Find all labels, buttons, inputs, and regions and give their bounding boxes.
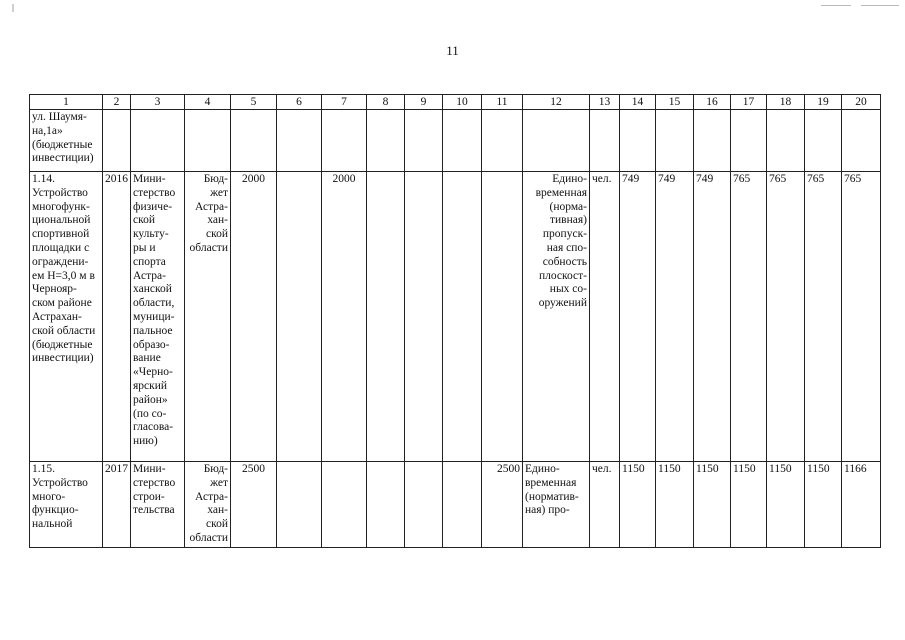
value-cell: 749 — [694, 172, 731, 462]
value-cell: 1150 — [656, 462, 694, 548]
amount-cell — [482, 172, 523, 462]
executor-cell: Мини- стерство строи- тельства — [131, 462, 185, 548]
amount-cell — [277, 110, 322, 172]
year-cell: 2016 — [103, 172, 131, 462]
amount-cell — [443, 172, 482, 462]
value-cell: 765 — [731, 172, 767, 462]
column-header: 13 — [590, 95, 620, 110]
scan-mark — [821, 5, 851, 6]
funding-source-cell — [185, 110, 231, 172]
amount-cell — [443, 110, 482, 172]
column-header: 19 — [805, 95, 842, 110]
column-header: 5 — [231, 95, 277, 110]
column-header: 9 — [405, 95, 443, 110]
amount-cell — [277, 172, 322, 462]
column-header: 2 — [103, 95, 131, 110]
column-header: 1 — [30, 95, 103, 110]
column-header: 7 — [322, 95, 367, 110]
indicator-cell: Едино- временная (норматив- ная) про- — [523, 462, 590, 548]
executor-cell — [131, 110, 185, 172]
value-cell: 1150 — [620, 462, 656, 548]
value-cell: 749 — [620, 172, 656, 462]
value-cell: 1150 — [731, 462, 767, 548]
indicator-cell: Едино- временная (норма- тивная) пропуск- ная спо- собность плоскост- ных со- оружений — [523, 172, 590, 462]
value-cell: 1166 — [842, 462, 881, 548]
amount-cell — [482, 110, 523, 172]
column-header: 15 — [656, 95, 694, 110]
value-cell — [620, 110, 656, 172]
unit-cell — [590, 110, 620, 172]
amount-cell — [367, 462, 405, 548]
value-cell: 1150 — [805, 462, 842, 548]
value-cell — [805, 110, 842, 172]
column-header: 12 — [523, 95, 590, 110]
table-row — [30, 110, 881, 172]
year-cell — [103, 110, 131, 172]
value-cell — [731, 110, 767, 172]
amount-cell — [367, 110, 405, 172]
column-header: 16 — [694, 95, 731, 110]
indicator-cell — [523, 110, 590, 172]
amount-cell: 2000 — [322, 172, 367, 462]
amount-cell — [231, 110, 277, 172]
unit-cell: чел. — [590, 172, 620, 462]
amount-cell — [322, 110, 367, 172]
amount-cell — [443, 462, 482, 548]
column-header: 3 — [131, 95, 185, 110]
column-header: 18 — [767, 95, 805, 110]
value-cell: 1150 — [694, 462, 731, 548]
value-cell — [656, 110, 694, 172]
column-header: 4 — [185, 95, 231, 110]
object-name-cell: ул. Шаумя- на,1а» (бюджетные инвестиции) — [30, 110, 103, 172]
column-header: 10 — [443, 95, 482, 110]
amount-cell — [405, 172, 443, 462]
unit-cell: чел. — [590, 462, 620, 548]
value-cell: 749 — [656, 172, 694, 462]
column-header: 11 — [482, 95, 523, 110]
column-header: 17 — [731, 95, 767, 110]
value-cell — [694, 110, 731, 172]
value-cell — [767, 110, 805, 172]
page-number: 11 — [446, 43, 459, 58]
table-row — [30, 462, 881, 548]
amount-cell — [322, 462, 367, 548]
value-cell: 765 — [842, 172, 881, 462]
value-cell: 765 — [805, 172, 842, 462]
table-row — [30, 172, 881, 462]
scan-mark — [861, 5, 899, 6]
amount-cell — [405, 110, 443, 172]
value-cell: 765 — [767, 172, 805, 462]
object-name-cell: 1.14. Устройство многофунк- циональной спортивной площадки с ограждени- ем Н=3,0 м в Чернояр- ском районе Астрахан- ской области (бюджетные инвестиции) — [30, 172, 103, 462]
executor-cell: Мини- стерство физиче- ской культу- ры и спорта Астра- ханской области, муници- пальное образо- вание «Черно- ярский район» (по со- гласова- нию) — [131, 172, 185, 462]
funding-source-cell: Бюд- жет Астра- хан- ской области — [185, 172, 231, 462]
amount-cell — [367, 172, 405, 462]
year-cell: 2017 — [103, 462, 131, 548]
corner-marks — [821, 2, 901, 12]
amount-cell — [277, 462, 322, 548]
column-header: 20 — [842, 95, 881, 110]
amount-cell — [405, 462, 443, 548]
funding-source-cell: Бюд- жет Астра- хан- ской области — [185, 462, 231, 548]
program-table — [29, 94, 881, 548]
column-header: 8 — [367, 95, 405, 110]
header-row — [30, 95, 881, 110]
column-header: 6 — [277, 95, 322, 110]
amount-cell: 2500 — [482, 462, 523, 548]
amount-cell: 2500 — [231, 462, 277, 548]
scan-mark — [12, 4, 14, 12]
column-header: 14 — [620, 95, 656, 110]
object-name-cell: 1.15. Устройство много- функцио- нальной — [30, 462, 103, 548]
value-cell: 1150 — [767, 462, 805, 548]
amount-cell: 2000 — [231, 172, 277, 462]
value-cell — [842, 110, 881, 172]
